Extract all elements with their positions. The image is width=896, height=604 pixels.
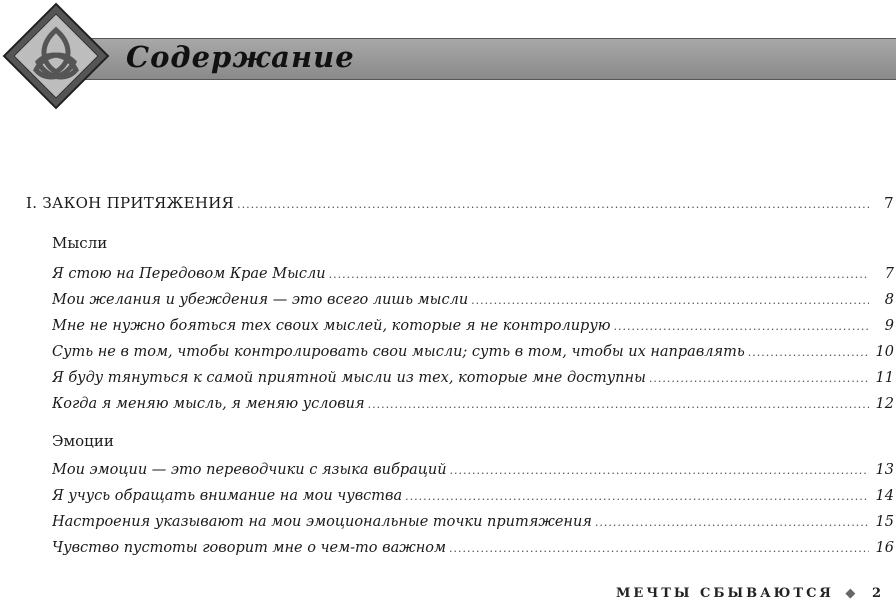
toc-entry-label: Я стою на Передовом Крае Мысли	[52, 266, 326, 282]
toc-entry	[52, 462, 894, 484]
toc-entry-label: Я буду тянуться к самой приятной мысли из тех, которые мне доступны	[52, 370, 646, 386]
toc-leader	[405, 490, 869, 503]
toc-page-number: 14	[875, 488, 894, 504]
page-footer	[616, 586, 884, 601]
toc-entry	[52, 396, 894, 418]
toc-page-number: 11	[875, 370, 894, 386]
toc-leader	[237, 198, 869, 211]
toc-entry-label: Чувство пустоты говорит мне о чем-то важном	[52, 540, 447, 556]
toc-page-number: 7	[884, 194, 894, 212]
toc-page-number: 9	[884, 318, 894, 334]
toc-entry-label: Суть не в том, чтобы контролировать свои мысли; суть в том, чтобы их направлять	[52, 344, 745, 360]
toc-entry	[52, 514, 894, 536]
toc-section-heading: Мысли	[52, 234, 108, 252]
diamond-icon: ◆	[845, 586, 859, 601]
toc-leader	[329, 268, 869, 281]
toc-leader	[614, 320, 869, 333]
toc-page-number: 8	[884, 292, 894, 308]
toc-leader	[450, 464, 869, 477]
triquetra-knot-icon	[0, 0, 112, 112]
toc-entry	[52, 370, 894, 392]
toc-entry	[52, 318, 894, 340]
toc-entry-label: Мои эмоции — это переводчики с языка вибраций	[52, 462, 447, 478]
toc-part-label: I. ЗАКОН ПРИТЯЖЕНИЯ	[26, 194, 235, 212]
toc-part-entry	[26, 194, 894, 216]
toc-entry	[52, 540, 894, 562]
toc-leader	[748, 346, 869, 359]
toc-entry	[52, 488, 894, 510]
toc-entry	[52, 344, 894, 366]
toc-entry-label: Настроения указывают на мои эмоциональные точки притяжения	[52, 514, 592, 530]
toc-page-number: 7	[884, 266, 894, 282]
footer-page-number: 2	[871, 586, 884, 601]
toc-leader	[471, 294, 869, 307]
toc-entry-label: Мне не нужно бояться тех своих мыслей, которые я не контролирую	[52, 318, 611, 334]
toc-leader	[449, 542, 869, 555]
toc-leader	[595, 516, 869, 529]
toc-page-number: 10	[875, 344, 894, 360]
toc-entry-label: Мои желания и убеждения — это всего лишь мысли	[52, 292, 469, 308]
toc-page-number: 16	[875, 540, 894, 556]
toc-page-number: 13	[875, 462, 894, 478]
running-title: МЕЧТЫ СБЫВАЮТСЯ	[616, 586, 834, 601]
toc-page-number: 15	[875, 514, 894, 530]
toc-entry-label: Когда я меняю мысль, я меняю условия	[52, 396, 365, 412]
toc-entry	[52, 266, 894, 288]
page-title: Содержание	[126, 40, 355, 74]
toc-entry	[52, 292, 894, 314]
toc-leader	[649, 372, 869, 385]
toc-entry-label: Я учусь обращать внимание на мои чувства	[52, 488, 403, 504]
toc-leader	[368, 398, 869, 411]
toc-page-number: 12	[875, 396, 894, 412]
toc-section-heading: Эмоции	[52, 432, 114, 450]
